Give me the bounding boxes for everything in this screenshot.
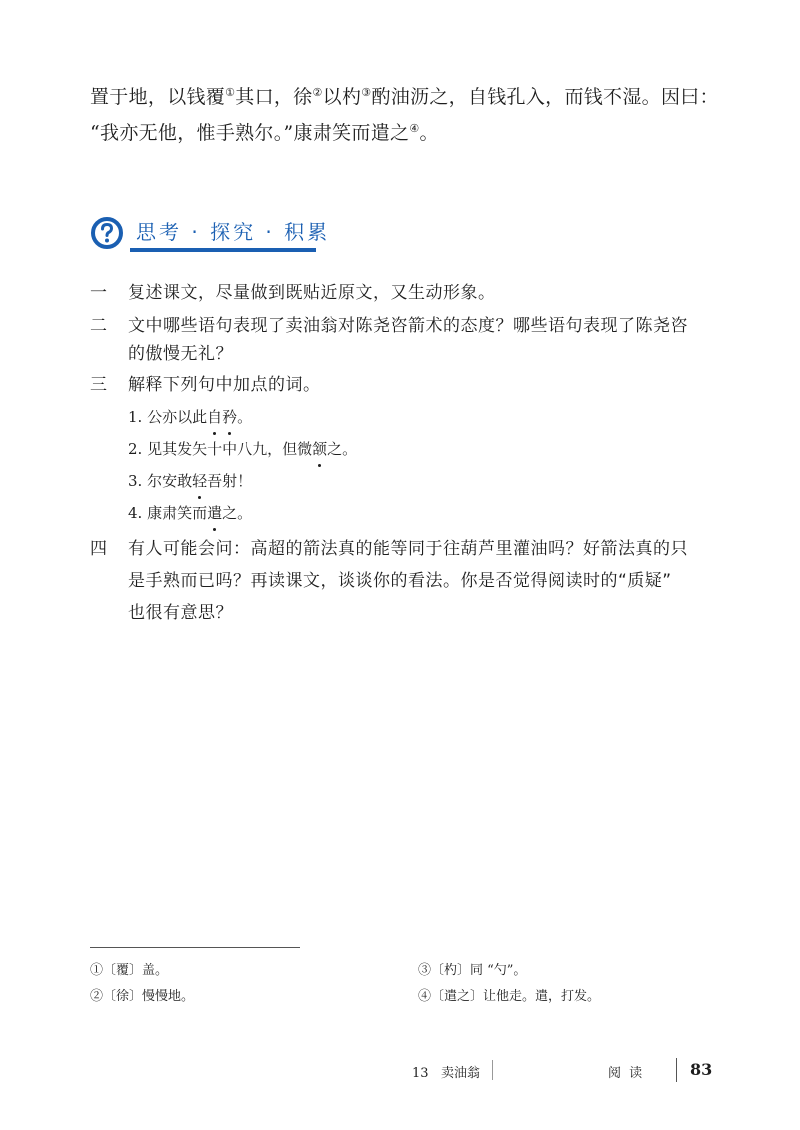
sub-text: 吾射！ xyxy=(207,472,253,490)
footer-section: 阅 读 xyxy=(608,1066,645,1081)
question-text: 有人可能会问：高超的箭法真的能等同于往葫芦里灌油吗？好箭法真的只 xyxy=(128,539,688,559)
passage-text: 以杓 xyxy=(322,86,362,108)
sub-text: 2. 见其发矢十中八九，但微 xyxy=(128,440,313,458)
sub-item-2 xyxy=(128,434,357,464)
sub-text: 之。 xyxy=(327,440,358,458)
question-1 xyxy=(90,278,496,308)
sub-text: 。 xyxy=(237,408,253,426)
passage-text: 酌油沥之，自钱孔入，而钱不湿。因曰： xyxy=(371,86,719,108)
section-title: 思考 · 探究 · 积累 xyxy=(136,220,331,244)
footer-divider xyxy=(492,1060,493,1080)
dotted-word: 自 xyxy=(207,402,222,432)
title-underline xyxy=(130,248,316,252)
sub-text: 之。 xyxy=(222,504,253,522)
footnote-ref-2[interactable]: ② xyxy=(312,86,323,99)
lesson-title: 卖油翁 xyxy=(440,1066,480,1081)
question-text: 的傲慢无礼？ xyxy=(128,344,233,364)
footer-lesson xyxy=(412,1062,480,1081)
footnote-ref-1[interactable]: ① xyxy=(225,86,236,99)
footnote-4: ④〔遣之〕让他走。遣，打发。 xyxy=(418,989,601,1004)
question-4-cont-1 xyxy=(128,566,672,596)
question-number: 二 xyxy=(90,316,108,336)
passage-text: 置于地，以钱覆 xyxy=(90,86,226,108)
sub-item-4 xyxy=(128,498,252,528)
footnote-1: ①〔覆〕盖。 xyxy=(90,963,169,978)
footnote-ref-3[interactable]: ③ xyxy=(361,86,372,99)
question-4-cont-2 xyxy=(128,598,233,628)
question-2-cont xyxy=(128,339,233,369)
page-number: 83 xyxy=(690,1060,713,1079)
footnote-2: ②〔徐〕慢慢地。 xyxy=(90,989,195,1004)
question-number: 一 xyxy=(90,283,108,303)
question-text: 解释下列句中加点的词。 xyxy=(128,375,321,395)
dotted-word: 颔 xyxy=(312,434,327,464)
question-number: 四 xyxy=(90,539,108,559)
question-text: 文中哪些语句表现了卖油翁对陈尧咨箭术的态度？哪些语句表现了陈尧咨 xyxy=(128,316,688,336)
footnote-3: ③〔杓〕同 “勺”。 xyxy=(418,963,527,978)
footnote-ref-4[interactable]: ④ xyxy=(409,122,420,135)
passage-line-2 xyxy=(90,118,439,148)
question-2 xyxy=(90,311,688,341)
passage-line-1 xyxy=(90,82,719,112)
question-icon xyxy=(90,216,124,250)
footer-divider xyxy=(676,1058,677,1082)
sub-item-3 xyxy=(128,466,252,496)
question-number: 三 xyxy=(90,375,108,395)
question-text: 复述课文，尽量做到既贴近原文，又生动形象。 xyxy=(128,283,496,303)
passage-text: “我亦无他，惟手熟尔。”康肃笑而遣之 xyxy=(90,122,410,144)
question-3 xyxy=(90,370,321,400)
dotted-word: 遣 xyxy=(207,498,222,528)
dotted-word: 矜 xyxy=(222,402,237,432)
sub-item-1 xyxy=(128,402,252,432)
sub-text: 3. 尔安敢 xyxy=(128,472,193,490)
footnote-divider xyxy=(90,947,300,948)
dotted-word: 轻 xyxy=(192,466,207,496)
sub-text: 4. 康肃笑而 xyxy=(128,504,208,522)
sub-text: 1. 公亦以此 xyxy=(128,408,208,426)
question-4 xyxy=(90,534,688,564)
lesson-number: 13 xyxy=(412,1066,429,1081)
question-text: 也很有意思？ xyxy=(128,603,233,623)
question-text: 是手熟而已吗？再读课文，谈谈你的看法。你是否觉得阅读时的“质疑” xyxy=(128,571,672,591)
passage-text: 其口，徐 xyxy=(235,86,313,108)
passage-text: 。 xyxy=(419,122,439,144)
